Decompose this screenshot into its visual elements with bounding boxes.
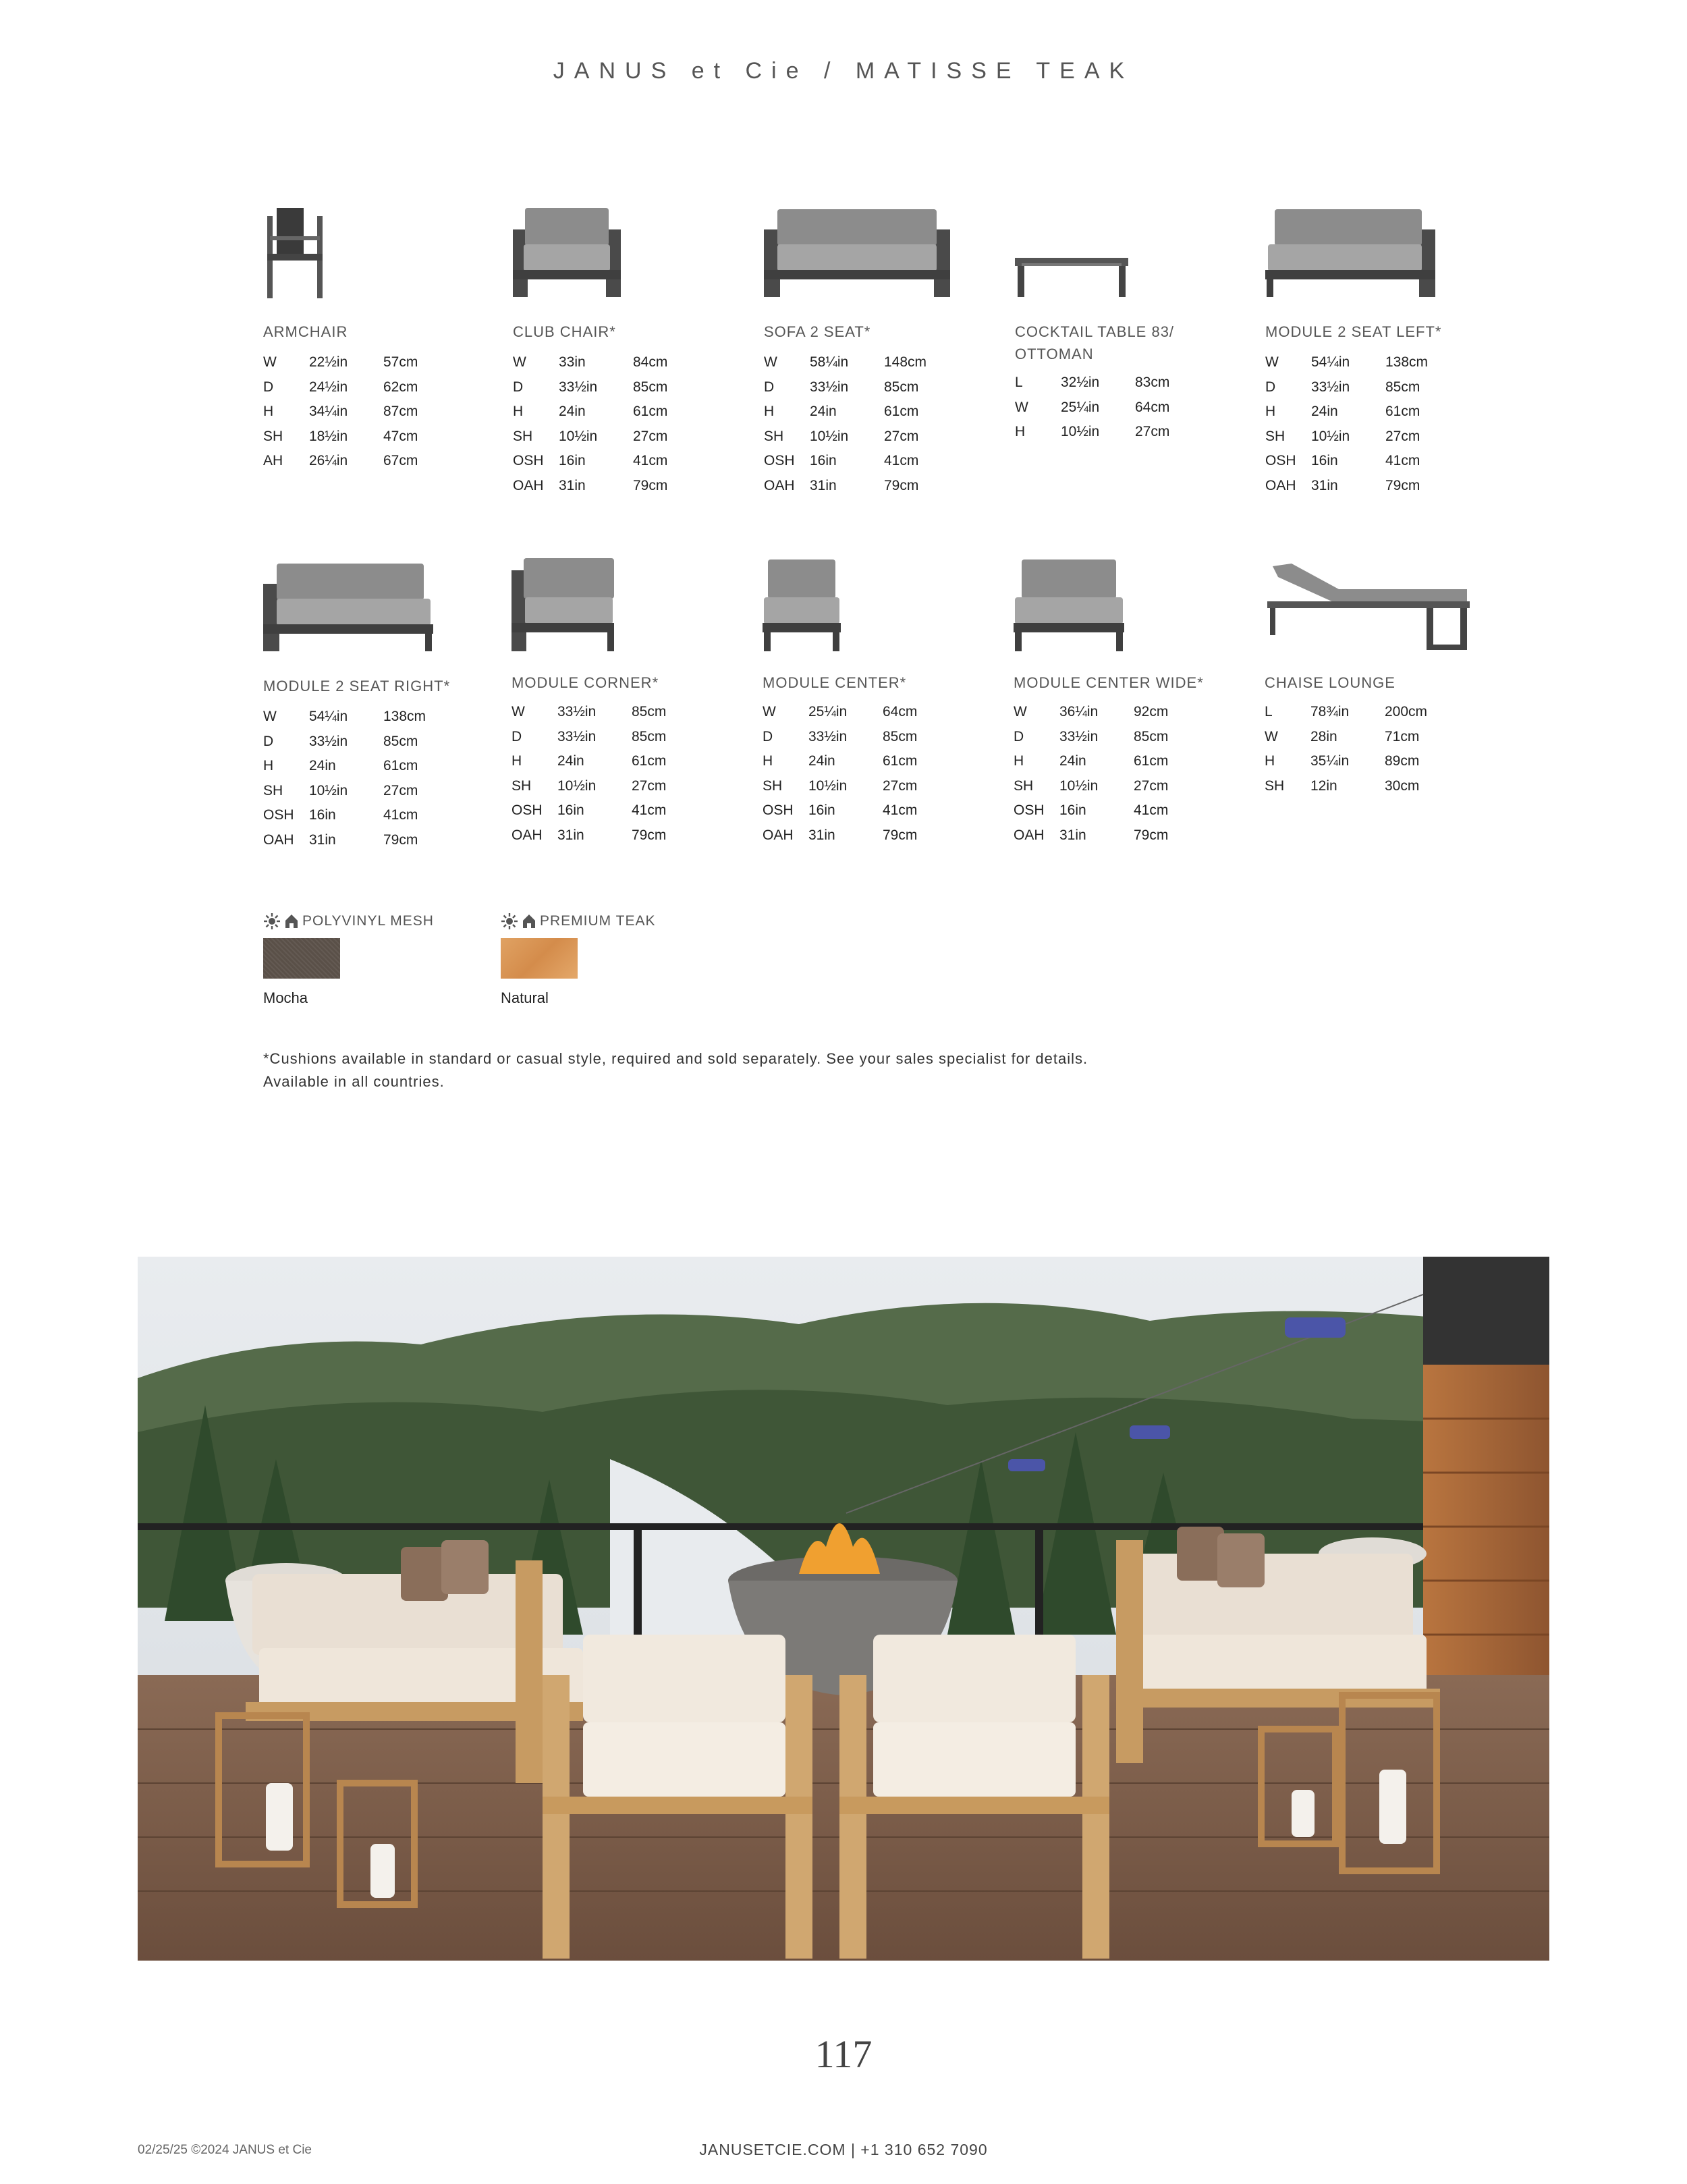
page-header-title: JANUS et Cie / MATISSE TEAK (553, 58, 1134, 84)
dimension-row: H 24in 61cm (513, 404, 668, 419)
dimension-row: D 24½in 62cm (263, 379, 418, 395)
dimension-row: H 24in 61cm (764, 404, 919, 419)
mocha-swatch (263, 938, 340, 979)
dimensions-table (1265, 704, 1487, 802)
dimension-row: SH 10½in 27cm (511, 777, 667, 794)
module-2-seat-left-thumbnail (1265, 196, 1488, 304)
dimension-row: OSH 16in 41cm (1265, 453, 1420, 468)
finish-label: POLYVINYL MESH (302, 913, 434, 929)
dimensions-table (263, 354, 486, 478)
cocktail-table-thumbnail (1015, 196, 1238, 304)
dimension-row: D 33½in 85cm (1265, 379, 1420, 395)
product-name: ARMCHAIR (263, 323, 348, 340)
dimension-row: OAH 31in 79cm (763, 827, 918, 843)
dimension-row: OAH 31in 79cm (513, 477, 668, 493)
product-name: MODULE CENTER WIDE* (1014, 674, 1204, 691)
dimensions-table (1265, 354, 1488, 502)
dimension-row: OAH 31in 79cm (1014, 827, 1169, 843)
outdoor-shelter-icon (285, 914, 298, 929)
dimension-row: L 32½in 83cm (1015, 375, 1170, 390)
dimension-row: SH 10½in 27cm (1014, 777, 1169, 794)
outdoor-shelter-icon (522, 914, 536, 929)
contact-info: JANUSETCIE.COM | +1 310 652 7090 (699, 2141, 988, 2158)
product-name: MODULE 2 SEAT LEFT* (1265, 323, 1442, 340)
dimensions-table (1014, 704, 1236, 852)
dimension-row: W 33in 84cm (513, 354, 668, 370)
dimension-row: H 24in 61cm (1014, 753, 1169, 769)
dimension-row: SH 10½in 27cm (1265, 428, 1420, 444)
availability-note: Available in all countries. (263, 1073, 445, 1090)
dimension-row: D 33½in 85cm (764, 379, 919, 395)
dimension-row: SH 10½in 27cm (263, 782, 418, 798)
page-number: 117 (814, 2032, 873, 2076)
dimensions-table (764, 354, 987, 502)
product-name: MODULE CENTER* (763, 674, 907, 691)
dimension-row: OSH 16in 41cm (1014, 802, 1169, 818)
module-center-wide-thumbnail (1014, 550, 1236, 658)
product-name: CLUB CHAIR* (513, 323, 616, 340)
dimension-row: W 28in 71cm (1265, 728, 1420, 744)
module-center-thumbnail (763, 550, 985, 658)
dimensions-table (511, 704, 734, 852)
dimension-row: SH 10½in 27cm (764, 428, 919, 444)
dimension-row: H 24in 61cm (763, 753, 918, 769)
swatch-name: Mocha (263, 989, 308, 1006)
dimension-row: W 54¼in 138cm (1265, 354, 1429, 370)
finish-premium-teak (501, 912, 655, 1007)
chaise-lounge-thumbnail (1265, 550, 1487, 658)
dimension-row: H 35¼in 89cm (1265, 753, 1420, 769)
finish-label: PREMIUM TEAK (540, 913, 656, 929)
dimension-row: OSH 16in 41cm (763, 802, 918, 818)
product-name: SOFA 2 SEAT* (764, 323, 871, 340)
product-name: COCKTAIL TABLE 83/ OTTOMAN (1015, 323, 1175, 362)
club-chair-thumbnail (513, 196, 736, 304)
dimension-row: D 33½in 85cm (263, 733, 418, 749)
dimension-row: L 78¾in 200cm (1265, 704, 1428, 719)
dimension-row: SH 12in 30cm (1265, 777, 1420, 794)
dimension-row: H 10½in 27cm (1015, 424, 1170, 439)
dimension-row: SH 10½in 27cm (513, 428, 668, 444)
dimension-row: SH 18½in 47cm (263, 428, 418, 444)
dimensions-table (513, 354, 736, 502)
dimension-row: D 33½in 85cm (763, 728, 918, 744)
dimension-row: W 36¼in 92cm (1014, 704, 1169, 719)
dimension-row: AH 26¼in 67cm (263, 453, 418, 468)
dimension-row: W 25¼in 64cm (763, 704, 918, 719)
product-name: CHAISE LOUNGE (1265, 674, 1395, 691)
dimension-row: D 33½in 85cm (513, 379, 668, 395)
module-corner-thumbnail (511, 550, 734, 658)
dimension-row: W 22½in 57cm (263, 354, 418, 370)
product-name: MODULE CORNER* (511, 674, 659, 691)
sofa-thumbnail (764, 196, 987, 304)
dimension-row: OSH 16in 41cm (511, 802, 667, 818)
finish-polyvinyl-mesh (263, 912, 434, 1007)
dimensions-table (1015, 375, 1238, 449)
product-name: MODULE 2 SEAT RIGHT* (263, 678, 451, 694)
module-2-seat-right-thumbnail (263, 550, 486, 658)
dimension-row: W 25¼in 64cm (1015, 399, 1170, 415)
lifestyle-photo (138, 1257, 1549, 1961)
dimension-row: D 33½in 85cm (511, 728, 667, 744)
copyright-text: 02/25/25 ©2024 JANUS et Cie (138, 2143, 312, 2157)
dimension-row: OSH 16in 41cm (513, 453, 668, 468)
dimension-row: W 54¼in 138cm (263, 709, 426, 724)
dimension-row: H 24in 61cm (511, 753, 667, 769)
swatch-name: Natural (501, 989, 549, 1006)
dimension-row: D 33½in 85cm (1014, 728, 1169, 744)
natural-teak-swatch (501, 938, 578, 979)
dimension-row: OAH 31in 79cm (1265, 477, 1420, 493)
dimension-row: H 24in 61cm (263, 758, 418, 773)
sun-icon (263, 912, 281, 930)
footnote (263, 1047, 1088, 1093)
dimension-row: OSH 16in 41cm (764, 453, 919, 468)
dimension-row: W 58¼in 148cm (764, 354, 927, 370)
dimension-row: H 24in 61cm (1265, 404, 1420, 419)
dimension-row: OAH 31in 79cm (263, 831, 418, 848)
armchair-thumbnail (263, 196, 486, 304)
dimension-row: OAH 31in 79cm (511, 827, 667, 843)
cushion-note: *Cushions available in standard or casual style, required and sold separately. See your sales specialist for details. (263, 1050, 1088, 1067)
dimension-row: OAH 31in 79cm (764, 477, 919, 493)
dimension-row: SH 10½in 27cm (763, 777, 918, 794)
dimension-row: H 34¼in 87cm (263, 404, 418, 419)
dimension-row: OSH 16in 41cm (263, 807, 418, 823)
dimensions-table (263, 709, 486, 856)
sun-icon (501, 912, 518, 930)
dimension-row: W 33½in 85cm (511, 704, 667, 719)
dimensions-table (763, 704, 985, 852)
